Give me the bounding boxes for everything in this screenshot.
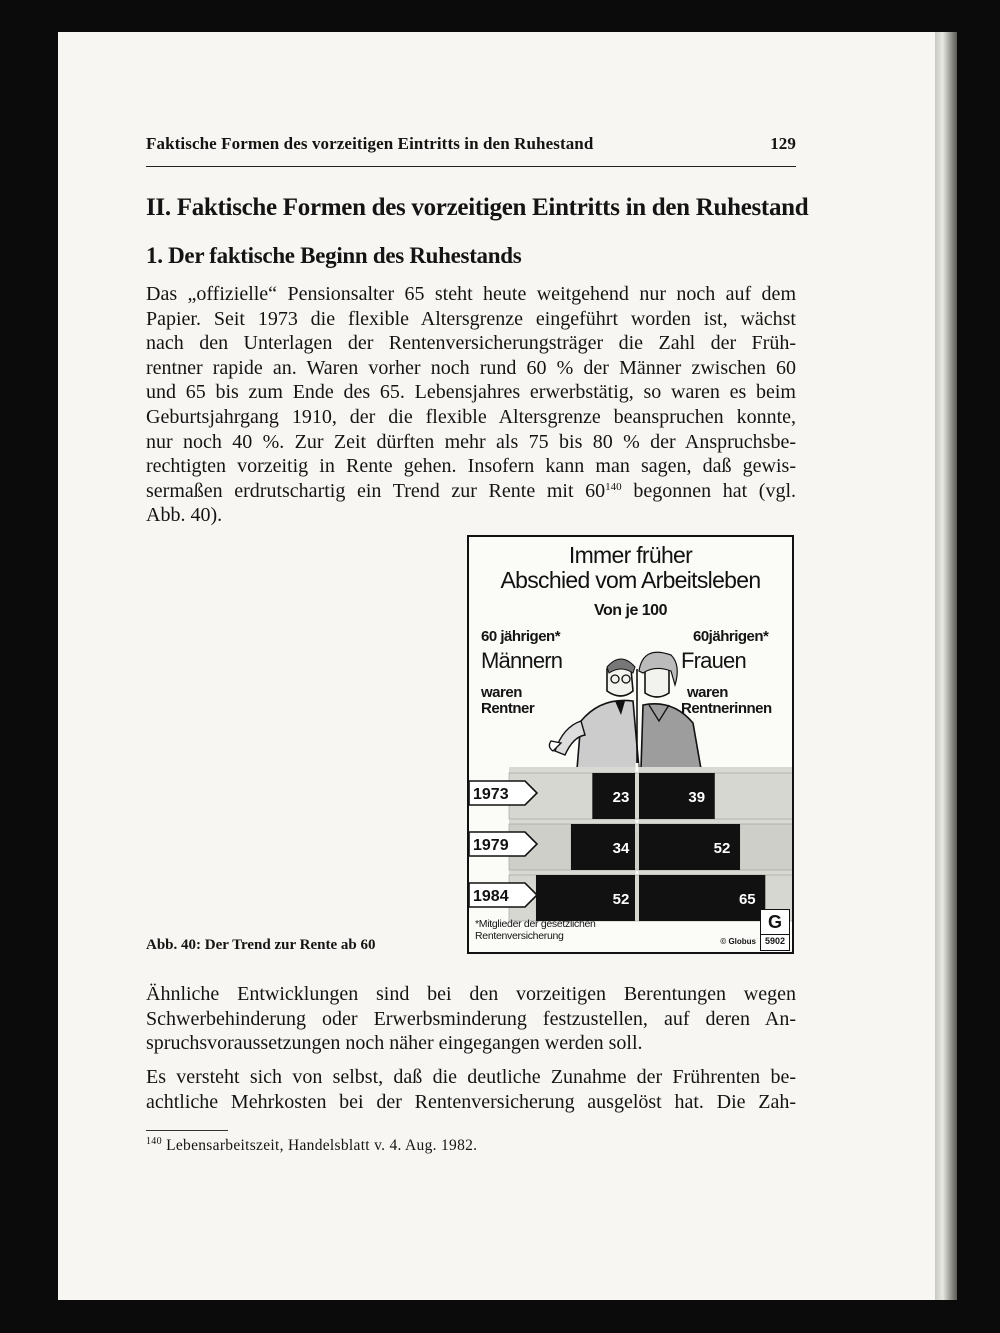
globus-logo: [760, 909, 790, 951]
figure-footnote: [475, 918, 596, 942]
header-rule: [146, 166, 796, 167]
paragraph-line: Ähnliche Entwicklungen sind bei den vorzeitigen Berentungen wegen: [146, 983, 796, 1005]
section-title: II. Faktische Formen des vorzeitigen Eintritts in den Ruhestand: [146, 194, 809, 221]
footnote-rule: [146, 1130, 228, 1131]
footnote: [146, 1137, 477, 1155]
paragraph-line: nur noch 40 %. Zur Zeit dürften mehr als 75 bis 80 % der Anspruchsbe-: [146, 430, 796, 453]
line-text: sermaßen erdrutschartig ein Trend zur Rente mit 60: [146, 479, 606, 502]
paragraph-3: [146, 1065, 796, 1114]
globus-credit: © Globus: [720, 937, 756, 946]
year-label-1979: 1979: [473, 837, 509, 854]
footnote-text: Lebensarbeitszeit, Handelsblatt v. 4. Aug. 1982.: [161, 1137, 478, 1154]
bar-label-men-1973: 23: [612, 789, 630, 806]
page-edge: [935, 32, 957, 1300]
year-label-1984: 1984: [473, 888, 509, 905]
men-label-line1: 60 jährigen*: [481, 628, 561, 645]
figure-footnote-line: *Mitglieder der gesetzlichen: [475, 918, 596, 930]
bar-chart: [469, 537, 794, 954]
bar-label-women-1984: 65: [738, 891, 756, 908]
women-label-line3: waren: [687, 684, 728, 701]
globus-logo-letter: G: [767, 912, 782, 932]
globus-logo-number: 5902: [761, 934, 789, 947]
paragraph-line: Das „offizielle“ Pensionsalter 65 steht heute weitgehend nur noch auf dem: [146, 283, 796, 305]
figure-title-line: Abschied vom Arbeitsleben: [500, 567, 761, 593]
figure-footnote-line: Rentenversicherung: [475, 930, 564, 942]
footnote-ref[interactable]: 140: [605, 480, 622, 493]
figure-40: [467, 535, 794, 954]
paragraph-line: nach den Unterlagen der Rentenversicherungsträger die Zahl der Früh-: [146, 332, 796, 355]
women-label-line1: 60jährigen*: [693, 628, 769, 645]
paragraph-line: Abb. 40).: [146, 504, 223, 527]
paragraph-line: Geburtsjahrgang 1910, der die flexible Altersgrenze beanspruchen konnte,: [146, 405, 796, 428]
running-head: [146, 134, 796, 154]
paragraph-line: Es versteht sich von selbst, daß die deutliche Zunahme der Frührenten be-: [146, 1066, 796, 1088]
women-label-line2: Frauen: [681, 648, 746, 673]
paragraph-line: spruchsvoraussetzungen noch näher eingegangen werden soll.: [146, 1032, 643, 1055]
paragraph-line: Papier. Seit 1973 die flexible Altersgrenze eingeführt worden ist, wächst: [146, 307, 796, 330]
paragraph-2: [146, 982, 796, 1056]
women-label-line4: Rentnerinnen: [681, 700, 772, 717]
bar-label-men-1984: 52: [612, 891, 630, 908]
line-text: begonnen hat (vgl.: [621, 479, 796, 502]
figure-caption: Abb. 40: Der Trend zur Rente ab 60: [146, 937, 376, 953]
paragraph-line: [146, 479, 796, 504]
men-label-line3: waren: [481, 684, 522, 701]
men-label-line4: Rentner: [481, 700, 535, 717]
figure-title-line: Immer früher: [568, 542, 693, 568]
paragraph-line: Schwerbehinderung oder Erwerbsminderung festzustellen, auf deren An-: [146, 1007, 796, 1030]
bar-label-men-1979: 34: [612, 840, 630, 857]
men-label-line2: Männern: [481, 648, 563, 673]
year-label-1973: 1973: [473, 786, 509, 803]
bar-label-women-1973: 39: [688, 789, 706, 806]
page-number: 129: [770, 134, 796, 153]
figure-subtitle: Von je 100: [594, 602, 667, 619]
paragraph-line: achtliche Mehrkosten bei der Rentenversicherung ausgelöst hat. Die Zah-: [146, 1090, 796, 1113]
bar-label-women-1979: 52: [713, 840, 731, 857]
paragraph-line: und 65 bis zum Ende des 65. Lebensjahres erwerbstätig, so waren es beim: [146, 381, 796, 404]
running-head-title: Faktische Formen des vorzeitigen Eintritts in den Ruhestand: [146, 134, 594, 153]
paragraph-line: rechtigten vorzeitig in Rente gehen. Insofern kann man sagen, daß gewis-: [146, 455, 796, 478]
paragraph-line: rentner rapide an. Waren vorher noch rund 60 % der Männer zwischen 60: [146, 356, 796, 379]
subsection-title: 1. Der faktische Beginn des Ruhestands: [146, 243, 522, 268]
paragraph-1: [146, 282, 796, 528]
footnote-number: 140: [146, 1136, 162, 1147]
